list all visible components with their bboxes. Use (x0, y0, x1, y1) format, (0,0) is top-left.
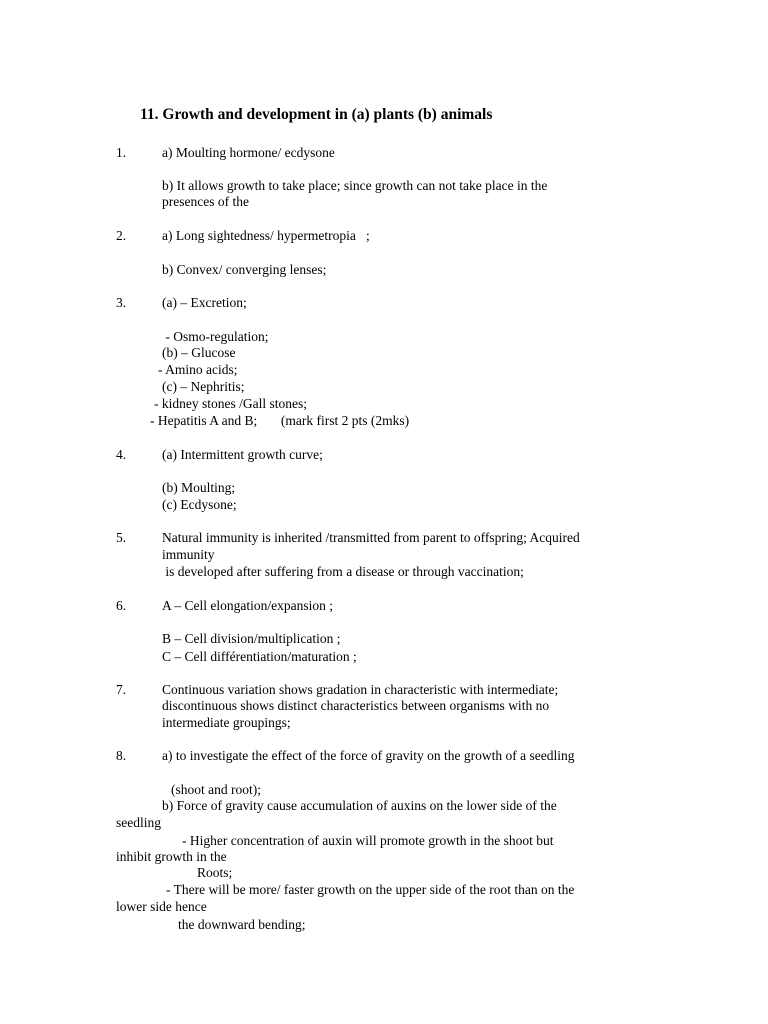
q3-number: 3. (116, 295, 127, 310)
q8-answer-b-line1: b) Force of gravity cause accumulation of auxins on the lower side of the (162, 798, 557, 813)
q3-answer-a-line2: - Osmo-regulation; (162, 329, 269, 344)
q7-number: 7. (116, 682, 127, 697)
q1-number: 1. (116, 145, 127, 160)
q4-answer-a: (a) Intermittent growth curve; (162, 447, 323, 462)
q8-number: 8. (116, 748, 127, 763)
q4-number: 4. (116, 447, 127, 462)
q2-answer-b: b) Convex/ converging lenses; (162, 262, 327, 277)
page-title: 11. Growth and development in (a) plants (b) animals (140, 106, 493, 123)
q6-answer-a: A – Cell elongation/expansion ; (162, 598, 333, 613)
q2-answer-a: a) Long sightedness/ hypermetropia ; (162, 228, 370, 243)
q8-answer-b-line7: lower side hence (116, 899, 207, 914)
q5-answer-line1: Natural immunity is inherited /transmitted from parent to offspring; Acquired (162, 530, 580, 545)
q3-answer-c-line1: (c) – Nephritis; (162, 379, 245, 394)
q7-answer-line3: intermediate groupings; (162, 715, 291, 730)
q1-answer-a: a) Moulting hormone/ ecdysone (162, 145, 335, 160)
q8-answer-a-line1: a) to investigate the effect of the force of gravity on the growth of a seedling (162, 748, 575, 763)
q8-answer-b-line4: inhibit growth in the (116, 849, 227, 864)
q3-answer-b-line2: - Amino acids; (158, 362, 238, 377)
q5-answer-line3: is developed after suffering from a disease or through vaccination; (162, 564, 524, 579)
q8-answer-b-line8: the downward bending; (178, 917, 306, 932)
q8-answer-b-line3: - Higher concentration of auxin will promote growth in the shoot but (182, 833, 554, 848)
q3-answer-a-line1: (a) – Excretion; (162, 295, 247, 310)
q8-answer-a-line2: (shoot and root); (171, 782, 261, 797)
q4-answer-c: (c) Ecdysone; (162, 497, 237, 512)
q1-answer-b-line2: presences of the (162, 194, 249, 209)
q8-answer-b-line2: seedling (116, 815, 161, 830)
q4-answer-b: (b) Moulting; (162, 480, 236, 495)
q6-number: 6. (116, 598, 127, 613)
q3-answer-c-line2: - kidney stones /Gall stones; (154, 396, 307, 411)
q6-answer-c: C – Cell différentiation/maturation ; (162, 649, 357, 664)
q1-answer-b-line1: b) It allows growth to take place; since growth can not take place in the (162, 178, 548, 193)
q7-answer-line1: Continuous variation shows gradation in characteristic with intermediate; (162, 682, 559, 697)
q8-answer-b-line6: - There will be more/ faster growth on the upper side of the root than on the (166, 882, 575, 897)
q2-number: 2. (116, 228, 127, 243)
q7-answer-line2: discontinuous shows distinct characteristics between organisms with no (162, 698, 550, 713)
q5-answer-line2: immunity (162, 547, 215, 562)
q3-answer-b-line1: (b) – Glucose (162, 345, 236, 360)
q6-answer-b: B – Cell division/multiplication ; (162, 631, 341, 646)
q8-answer-b-line5: Roots; (197, 865, 233, 880)
q5-number: 5. (116, 530, 127, 545)
q3-answer-c-line3: - Hepatitis A and B; (mark first 2 pts (2mks) (150, 413, 410, 428)
